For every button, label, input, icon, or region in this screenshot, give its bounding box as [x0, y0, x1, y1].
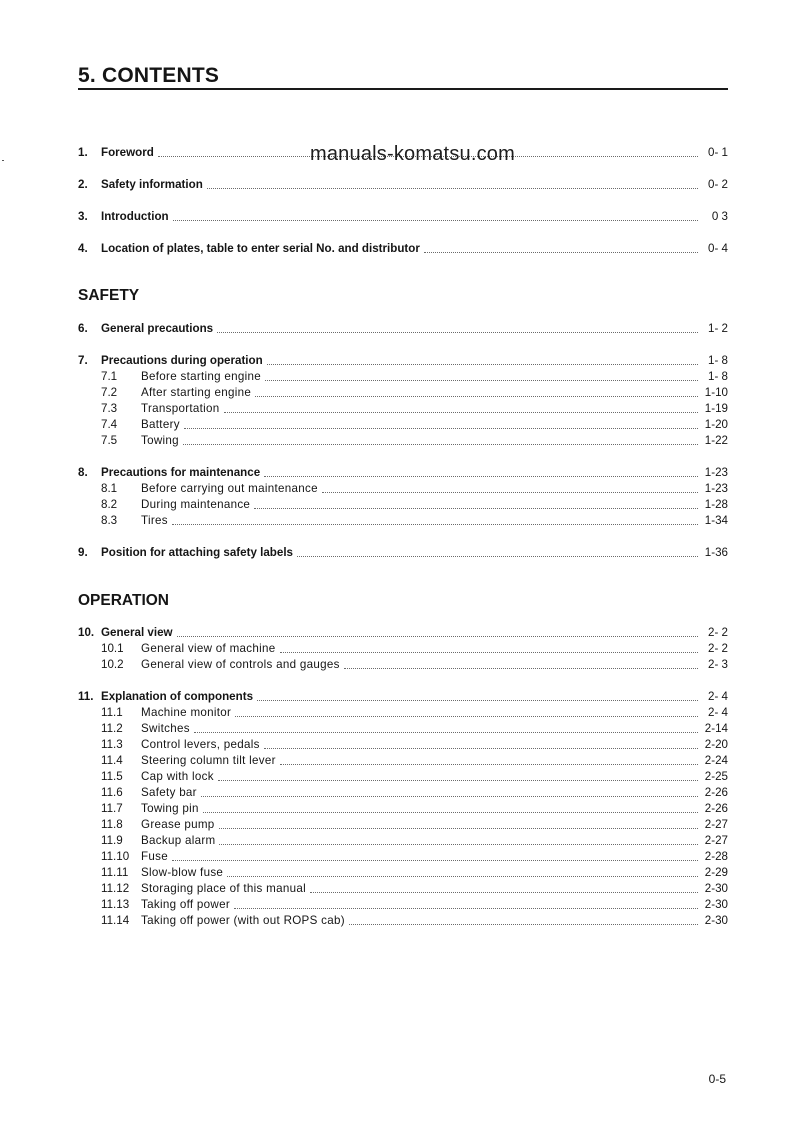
toc-label: Steering column tilt lever	[141, 754, 276, 767]
toc-number: 2.	[78, 178, 88, 191]
toc-subentry-slow-blow-fuse[interactable]	[78, 865, 728, 881]
toc-entry-general-precautions[interactable]	[78, 321, 728, 337]
dot-leader	[267, 364, 698, 365]
toc-page: 2-24	[704, 754, 728, 767]
dot-leader	[218, 780, 698, 781]
dot-leader	[257, 700, 698, 701]
toc-page: 1-20	[704, 418, 728, 431]
toc-subentry-after-starting-engine[interactable]	[78, 385, 728, 401]
dot-leader	[264, 748, 698, 749]
toc-page: 0- 1	[708, 146, 728, 159]
dot-leader	[172, 860, 698, 861]
toc-label: Grease pump	[141, 818, 215, 831]
dot-leader	[234, 908, 698, 909]
toc-number: 11.4	[101, 754, 123, 767]
toc-subentry-battery[interactable]	[78, 417, 728, 433]
toc-label: Switches	[141, 722, 190, 735]
toc-number: 3.	[78, 210, 88, 223]
toc-subentry-towing[interactable]	[78, 433, 728, 449]
toc-page: 2- 4	[708, 690, 728, 703]
toc-subentry-towing-pin[interactable]	[78, 801, 728, 817]
dot-leader	[177, 636, 698, 637]
dot-leader	[264, 476, 698, 477]
toc-page: 1-22	[704, 434, 728, 447]
toc-label: Before starting engine	[141, 370, 262, 383]
toc-number: 7.	[78, 354, 88, 367]
section-heading-safety: SAFETY	[78, 287, 140, 304]
toc-label: Control levers, pedals	[141, 738, 260, 751]
title-underline	[78, 88, 728, 90]
toc-label: Taking off power	[141, 898, 231, 911]
toc-label: Machine monitor	[141, 706, 232, 719]
toc-number: 11.7	[101, 802, 123, 815]
toc-label: Fuse	[141, 850, 168, 863]
toc-page: 1-36	[704, 546, 728, 559]
toc-label: Tires	[141, 514, 168, 527]
toc-number: 10.1	[101, 642, 124, 655]
toc-label: Introduction	[101, 210, 169, 223]
dot-leader	[255, 396, 698, 397]
dot-leader	[265, 380, 698, 381]
toc-number: 10.2	[101, 658, 124, 671]
toc-number: 11.10	[101, 850, 130, 863]
toc-number: 6.	[78, 322, 88, 335]
dot-leader	[217, 332, 698, 333]
watermark-text: manuals-komatsu.com	[310, 143, 515, 165]
toc-label: Safety information	[101, 178, 203, 191]
toc-number: 8.	[78, 466, 88, 479]
toc-page: 1-10	[704, 386, 728, 399]
toc-page: 2- 2	[708, 642, 728, 655]
toc-label: Safety bar	[141, 786, 197, 799]
toc-label: Backup alarm	[141, 834, 216, 847]
toc-label: General view of machine	[141, 642, 276, 655]
toc-label: Battery	[141, 418, 180, 431]
dot-leader	[172, 524, 698, 525]
toc-subentry-safety-bar[interactable]	[78, 785, 728, 801]
toc-page: 1-34	[704, 514, 728, 527]
dot-leader	[203, 812, 698, 813]
toc-entry-precautions-for-maintenance[interactable]	[78, 465, 728, 481]
toc-page: 2- 2	[708, 626, 728, 639]
toc-page: 1-28	[704, 498, 728, 511]
toc-label: Storaging place of this manual	[141, 882, 306, 895]
page-number: 0-5	[708, 1072, 726, 1086]
toc-subentry-before-starting-engine[interactable]	[78, 369, 728, 385]
toc-label: Towing	[141, 434, 179, 447]
toc-label: Foreword	[101, 146, 154, 159]
toc-entry-location-of-plates[interactable]	[78, 241, 728, 257]
toc-page: 2- 4	[708, 706, 728, 719]
toc-subentry-switches[interactable]	[78, 721, 728, 737]
toc-subentry-control-levers-pedals[interactable]	[78, 737, 728, 753]
toc-label: Before carrying out maintenance	[141, 482, 318, 495]
toc-number: 11.13	[101, 898, 130, 911]
toc-page: 2-27	[704, 818, 728, 831]
toc-page: 1-23	[704, 466, 728, 479]
toc-label: Explanation of components	[101, 690, 254, 703]
toc-number: 11.9	[101, 834, 123, 847]
toc-page: 0- 2	[708, 178, 728, 191]
toc-subentry-machine-monitor[interactable]	[78, 705, 728, 721]
toc-subentry-transportation[interactable]	[78, 401, 728, 417]
section-heading-operation: OPERATION	[78, 592, 169, 609]
toc-number: 11.11	[101, 866, 129, 879]
toc-page: 2-29	[704, 866, 728, 879]
toc-subentry-before-carrying-out-maintenance[interactable]	[78, 481, 728, 497]
toc-number: 7.3	[101, 402, 118, 415]
toc-entry-introduction[interactable]	[78, 209, 728, 225]
toc-label: Slow-blow fuse	[141, 866, 224, 879]
toc-page: 1-23	[704, 482, 728, 495]
toc-subentry-tires[interactable]	[78, 513, 728, 529]
toc-label: Position for attaching safety labels	[101, 546, 293, 559]
dot-leader	[235, 716, 698, 717]
toc-entry-safety-information[interactable]	[78, 177, 728, 193]
dot-leader	[183, 444, 698, 445]
toc-page: 2-14	[704, 722, 728, 735]
toc-page: 2-26	[704, 802, 728, 815]
toc-label: Transportation	[141, 402, 220, 415]
toc-page: 2-25	[704, 770, 728, 783]
toc-number: 11.14	[101, 914, 130, 927]
toc-page: 0 3	[711, 210, 728, 223]
toc-subentry-fuse[interactable]	[78, 849, 728, 865]
toc-number: 7.4	[101, 418, 118, 431]
toc-label: After starting engine	[141, 386, 252, 399]
toc-page: 0- 4	[708, 242, 728, 255]
dot-leader	[322, 492, 698, 493]
toc-number: 8.3	[101, 514, 118, 527]
dot-leader	[349, 924, 698, 925]
toc-label: Towing pin	[141, 802, 199, 815]
toc-number: 11.1	[101, 706, 123, 719]
toc-number: 7.1	[101, 370, 118, 383]
toc-number: 11.12	[101, 882, 130, 895]
toc-label: Precautions for maintenance	[101, 466, 261, 479]
toc-page: 2-30	[704, 898, 728, 911]
page-title: 5. CONTENTS	[78, 64, 220, 87]
toc-subentry-taking-off-power-without-rops[interactable]	[78, 913, 728, 929]
dot-leader	[344, 668, 698, 669]
dot-leader	[207, 188, 698, 189]
dot-leader	[219, 828, 698, 829]
toc-number: 11.3	[101, 738, 123, 751]
dot-leader	[227, 876, 698, 877]
dot-leader	[224, 412, 698, 413]
toc-number: 11.8	[101, 818, 123, 831]
toc-subentry-general-view-of-machine[interactable]	[78, 641, 728, 657]
dot-leader	[219, 844, 698, 845]
toc-page: 1- 2	[708, 322, 728, 335]
dot-leader	[184, 428, 698, 429]
dot-leader	[424, 252, 698, 253]
toc-entry-explanation-of-components[interactable]	[78, 689, 728, 705]
toc-subentry-during-maintenance[interactable]	[78, 497, 728, 513]
toc-entry-precautions-during-operation[interactable]	[78, 353, 728, 369]
toc-number: 9.	[78, 546, 88, 559]
toc-page: 2-26	[704, 786, 728, 799]
toc-subentry-taking-off-power[interactable]	[78, 897, 728, 913]
toc-subentry-general-view-of-controls[interactable]	[78, 657, 728, 673]
toc-page: 2-27	[704, 834, 728, 847]
toc-page: 2-30	[704, 882, 728, 895]
toc-number: 8.1	[101, 482, 118, 495]
toc-page: 2-28	[704, 850, 728, 863]
margin-mark	[2, 160, 4, 161]
toc-number: 11.2	[101, 722, 123, 735]
toc-number: 11.6	[101, 786, 123, 799]
toc-entry-position-for-attaching-safety-labels[interactable]	[78, 545, 728, 561]
toc-number: 11.	[78, 690, 94, 703]
dot-leader	[280, 764, 698, 765]
dot-leader	[254, 508, 698, 509]
dot-leader	[280, 652, 699, 653]
toc-page: 1- 8	[708, 354, 728, 367]
toc-label: Precautions during operation	[101, 354, 263, 367]
dot-leader	[297, 556, 698, 557]
toc-page: 2- 3	[708, 658, 728, 671]
toc-number: 7.2	[101, 386, 118, 399]
toc-label: General view	[101, 626, 173, 639]
toc-label: Taking off power (with out ROPS cab)	[141, 914, 345, 927]
toc-label: General view of controls and gauges	[141, 658, 340, 671]
toc-label: Cap with lock	[141, 770, 214, 783]
toc-subentry-backup-alarm[interactable]	[78, 833, 728, 849]
dot-leader	[173, 220, 698, 221]
toc-page: 1- 8	[708, 370, 728, 383]
dot-leader	[194, 732, 698, 733]
toc-number: 4.	[78, 242, 88, 255]
toc-label: Location of plates, table to enter serial No. and distributor	[101, 242, 420, 255]
toc-page: 2-20	[704, 738, 728, 751]
toc-number: 1.	[78, 146, 88, 159]
toc-page: 1-19	[704, 402, 728, 415]
toc-label: During maintenance	[141, 498, 251, 511]
toc-entry-general-view[interactable]	[78, 625, 728, 641]
toc-label: General precautions	[101, 322, 214, 335]
toc-number: 8.2	[101, 498, 118, 511]
toc-number: 11.5	[101, 770, 123, 783]
toc-subentry-steering-column-tilt-lever[interactable]	[78, 753, 728, 769]
dot-leader	[201, 796, 698, 797]
toc-subentry-grease-pump[interactable]	[78, 817, 728, 833]
toc-number: 7.5	[101, 434, 118, 447]
dot-leader	[310, 892, 698, 893]
toc-number: 10.	[78, 626, 95, 639]
toc-subentry-cap-with-lock[interactable]	[78, 769, 728, 785]
toc-page: 2-30	[704, 914, 728, 927]
toc-subentry-storaging-place-of-manual[interactable]	[78, 881, 728, 897]
